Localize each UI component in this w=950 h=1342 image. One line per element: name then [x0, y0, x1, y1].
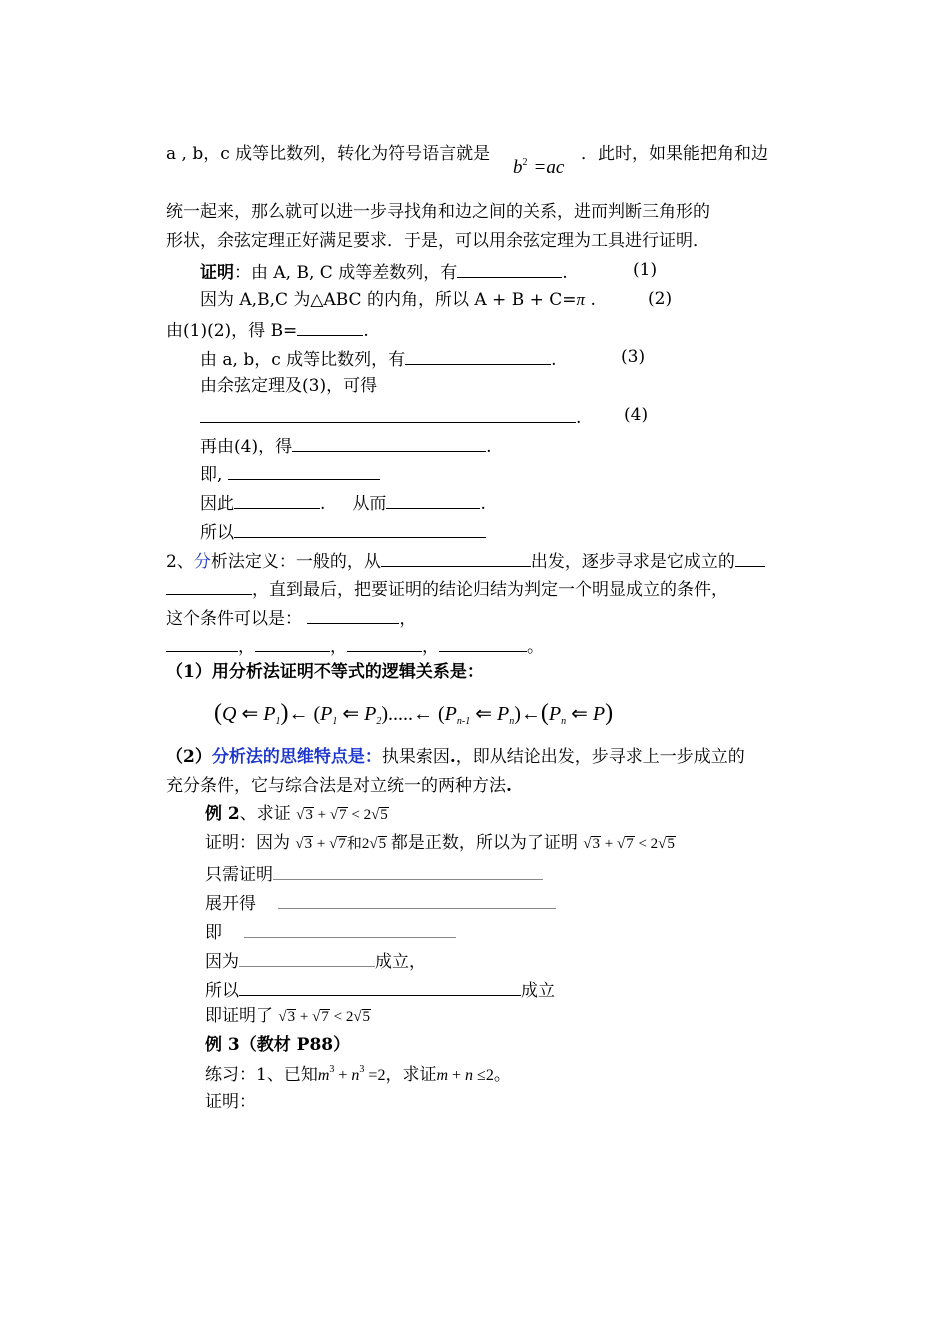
text-line — [166, 636, 544, 656]
text-run: （1）用分析法证明不等式的逻辑关系是： — [166, 662, 484, 682]
text-run: 统一起来，那么就可以进一步寻找角和边之间的关系，进而判断三角形的 — [166, 202, 710, 222]
blank-line — [200, 407, 576, 423]
formula-b2-ac — [513, 158, 564, 177]
formula-sup: 3 — [359, 1064, 365, 1075]
formula-var: P — [320, 703, 333, 725]
radical-sign: √ — [312, 1009, 321, 1025]
text-line — [205, 1094, 256, 1111]
text-line — [166, 579, 728, 599]
text-run: 成立， — [375, 952, 426, 972]
pi-symbol: π — [576, 290, 586, 309]
text-run: 形状，余弦定理正好满足要求．于是，可以用余弦定理为工具进行证明． — [166, 231, 710, 251]
blank-line — [297, 320, 363, 336]
text-line — [200, 349, 557, 369]
text-line — [166, 551, 765, 571]
formula-arrow: ← — [412, 703, 433, 725]
text-run: 展开得 — [205, 894, 256, 914]
blank-line — [292, 436, 486, 452]
formula-arrow: ⇐ — [342, 703, 360, 725]
formula-sub: n — [561, 716, 567, 727]
text-run: 证明：因为 — [205, 833, 290, 853]
blank-line — [347, 636, 422, 652]
blank-line — [439, 636, 527, 652]
text-run: 再由(4)，得 — [200, 437, 293, 457]
radicand: 5 — [667, 836, 675, 852]
text-run: 即, — [200, 465, 223, 485]
radicand: 7 — [626, 836, 634, 852]
text-run: 。 — [493, 1065, 511, 1085]
paren: ( — [540, 700, 549, 726]
text-line — [205, 1008, 371, 1026]
radicand: 5 — [378, 836, 387, 852]
text-line — [200, 493, 486, 513]
inequality — [583, 836, 676, 852]
text-line — [166, 749, 745, 766]
equation-number — [633, 262, 657, 279]
radicand: 5 — [362, 1009, 371, 1025]
formula-arrow: ⇐ — [475, 703, 492, 725]
radicand: 3 — [305, 807, 313, 823]
text-run: 练习：1、已知 — [205, 1065, 318, 1085]
formula-sub: n — [509, 716, 515, 727]
formula-var: m — [436, 1067, 449, 1084]
text-run: 因为 A,B,C 为△ABC 的内角，所以 A + B + C= — [200, 290, 577, 310]
paren: ( — [214, 700, 222, 726]
text-run: 因此 — [200, 494, 234, 514]
text-run: 例 3（教材 P88） — [205, 1035, 351, 1055]
text-run: 由 a, b，c 成等比数列，有 — [200, 350, 406, 370]
radical-sign: √ — [295, 836, 304, 852]
text-run: ．此时，如果能把角和边 — [581, 144, 768, 164]
text-run: ：由 A, B, C 成等差数列，有 — [234, 263, 458, 283]
operator: < — [333, 1009, 343, 1025]
text-run: ， — [238, 637, 255, 657]
text-run: 充分条件，它与综合法是对立统一的两种方法 — [166, 776, 506, 796]
formula-arrow: ← — [520, 703, 541, 725]
condition-formula — [317, 1064, 386, 1084]
text-run: 都是正数，所以为了证明 — [390, 833, 578, 853]
text-line — [581, 146, 768, 163]
text-run: ，即从结论出发，步寻求上一步成立的 — [455, 747, 745, 767]
equation-number — [621, 349, 645, 366]
radical-sign: √ — [583, 836, 592, 852]
text-run: (4) — [624, 405, 649, 425]
text-run: 这个条件可以是： — [166, 609, 302, 629]
text-run: 2、 — [166, 552, 194, 572]
text-run: . — [449, 747, 456, 767]
operator: + — [316, 836, 326, 852]
radical-sign: √ — [329, 836, 338, 852]
text-line — [205, 893, 556, 913]
text-line — [166, 320, 369, 340]
text-line — [200, 522, 486, 542]
text-run: 、求证 — [239, 804, 291, 824]
blank-line — [381, 551, 531, 567]
text-line — [205, 864, 543, 884]
text-line — [205, 951, 426, 971]
text-run: a , b，c 成等比数列，转化为符号语言就是 — [166, 144, 491, 164]
blank-line — [307, 608, 399, 624]
text-run: 出发，逐步寻求是它成立的 — [530, 552, 735, 572]
radical-sign: √ — [658, 836, 667, 852]
text-line — [200, 262, 568, 282]
text-run: . — [590, 290, 596, 310]
text-line — [205, 806, 389, 824]
equation-number — [648, 291, 672, 308]
text-run: 分析法的思维特点是： — [211, 747, 382, 767]
blank-line — [234, 522, 486, 538]
operator: + — [604, 836, 614, 852]
text-run: ， — [399, 609, 417, 629]
text-line — [166, 778, 512, 795]
formula-sub: n-1 — [456, 716, 471, 727]
text-run: 因为 — [205, 952, 239, 972]
text-run: 所以 — [205, 981, 239, 1001]
example-label — [205, 1037, 350, 1054]
text-run: 所以 — [200, 523, 234, 543]
formula-var: b — [513, 157, 523, 178]
operator: + — [299, 1009, 309, 1025]
text-line — [200, 436, 492, 456]
blank-line — [255, 636, 330, 652]
text-line — [205, 922, 456, 942]
blank-line — [405, 349, 551, 365]
formula-arrow: ← — [288, 703, 309, 725]
text-run: 从而 — [352, 494, 387, 514]
text-line — [166, 146, 490, 163]
text-run: ， — [422, 637, 439, 657]
formula-rhs: ≤2 — [477, 1067, 494, 1084]
proof-label: 证明 — [200, 263, 234, 283]
formula-sup: 2 — [522, 157, 528, 168]
inequality — [278, 1009, 371, 1025]
radicand: 7 — [339, 807, 347, 823]
radical-sign: √ — [353, 1009, 362, 1025]
blank-line — [273, 864, 543, 880]
formula-arrow: ⇐ — [571, 703, 588, 725]
text-line — [166, 204, 710, 221]
radical-sign: √ — [616, 836, 626, 852]
text-run: . — [551, 350, 557, 370]
coefficient: 2 — [345, 1009, 354, 1025]
blank-line — [239, 951, 375, 967]
paren: ) — [280, 700, 289, 726]
formula-rhs: =2 — [368, 1067, 386, 1084]
formula-dots: ..... — [387, 703, 413, 725]
formula-var: P — [263, 703, 276, 725]
text-run: ，直到最后，把要证明的结论归结为判定一个明显成立的条件， — [252, 580, 728, 600]
blank-line — [228, 464, 380, 480]
text-run: 即 — [205, 923, 222, 943]
text-run: 和 — [346, 834, 362, 852]
text-run: . — [480, 494, 486, 514]
radical-sign: √ — [369, 836, 378, 852]
formula-var: P — [548, 703, 562, 725]
text-line — [166, 233, 710, 250]
formula-sub: 1 — [275, 716, 281, 727]
text-line — [205, 980, 555, 1000]
text-run: (1) — [633, 260, 658, 280]
radicand: 3 — [304, 836, 313, 852]
operator: < — [351, 807, 360, 823]
formula-rhs: =ac — [533, 157, 565, 178]
formula-sub: 2 — [376, 716, 382, 727]
radicand: 7 — [321, 1009, 329, 1025]
text-run: 析法定义：一般的，从 — [210, 552, 381, 572]
inequality — [296, 807, 389, 823]
text-run: （2） — [166, 747, 212, 767]
formula-var: n — [351, 1067, 360, 1084]
radical-sign: √ — [329, 807, 339, 823]
blank-line — [278, 893, 556, 909]
blank-line — [244, 922, 456, 938]
text-line — [200, 464, 380, 484]
example-label: 例 2 — [205, 804, 240, 824]
text-line — [200, 291, 596, 309]
formula-sup: 3 — [329, 1064, 335, 1075]
formula-var: m — [317, 1067, 330, 1084]
text-run: . — [506, 776, 512, 796]
radicand: 3 — [287, 1009, 296, 1025]
text-run: 。 — [527, 637, 544, 657]
coefficient: 2 — [650, 836, 659, 852]
blank-line — [386, 493, 480, 509]
section-heading — [166, 664, 484, 681]
text-run: 成立 — [521, 981, 555, 1001]
text-line — [200, 378, 377, 395]
text-run: . — [486, 437, 492, 457]
text-run: ，求证 — [385, 1065, 437, 1085]
text-run: . — [576, 408, 582, 428]
blank-line — [166, 636, 238, 652]
radical-sign: √ — [371, 807, 380, 823]
formula-var: P — [364, 703, 377, 725]
blank-line — [457, 262, 562, 278]
coefficient: 2 — [363, 807, 372, 823]
text-run: ， — [330, 637, 347, 657]
text-run: (2) — [648, 289, 673, 309]
blank-line — [735, 551, 765, 567]
coefficient: 2 — [361, 836, 370, 852]
radicand: 7 — [338, 836, 346, 852]
formula-var: Q — [222, 703, 237, 725]
paren: ) — [605, 700, 614, 726]
text-run: 证明： — [205, 1092, 256, 1112]
text-line — [166, 608, 416, 628]
text-run: 分 — [193, 552, 211, 572]
blank-line — [234, 493, 320, 509]
goal-formula — [436, 1067, 493, 1084]
text-run: 只需证明 — [205, 865, 273, 885]
operator: + — [317, 807, 327, 823]
operator: + — [338, 1067, 348, 1084]
radicand: 3 — [592, 836, 600, 852]
formula-var: P — [444, 703, 457, 725]
expression — [295, 836, 390, 852]
operator: < — [638, 836, 647, 852]
formula-var: P — [592, 703, 606, 725]
formula-arrow: ⇐ — [241, 703, 259, 725]
formula-var: n — [465, 1067, 474, 1084]
text-line — [200, 407, 581, 427]
text-line — [205, 835, 676, 853]
blank-line — [166, 579, 252, 595]
text-run: 即证明了 — [205, 1006, 273, 1026]
logic-formula: (Q ⇐ $P_1)\leftarrow$ ($P_1$ ⇐ $P_2).....\leftarrow$ ($P_{n-1}$ ⇐ $P_n)\leftarrow(P_n$ ⇐ P) — [214, 700, 614, 727]
operator: + — [452, 1067, 462, 1084]
radicand: 5 — [380, 807, 388, 823]
text-line — [205, 1065, 511, 1084]
radical-sign: √ — [278, 1009, 287, 1025]
formula-sub: 1 — [332, 716, 338, 727]
text-run: 由余弦定理及(3)，可得 — [200, 376, 378, 396]
text-run: 由(1)(2)，得 B= — [166, 321, 298, 341]
formula-var: P — [496, 703, 510, 725]
text-run: (3) — [621, 347, 646, 367]
equation-number — [624, 407, 648, 424]
text-run: 执果索因 — [381, 747, 450, 767]
text-run: . — [320, 494, 326, 514]
text-run: . — [363, 321, 369, 341]
radical-sign: √ — [296, 807, 305, 823]
text-run: . — [562, 263, 568, 283]
blank-line — [239, 980, 521, 996]
